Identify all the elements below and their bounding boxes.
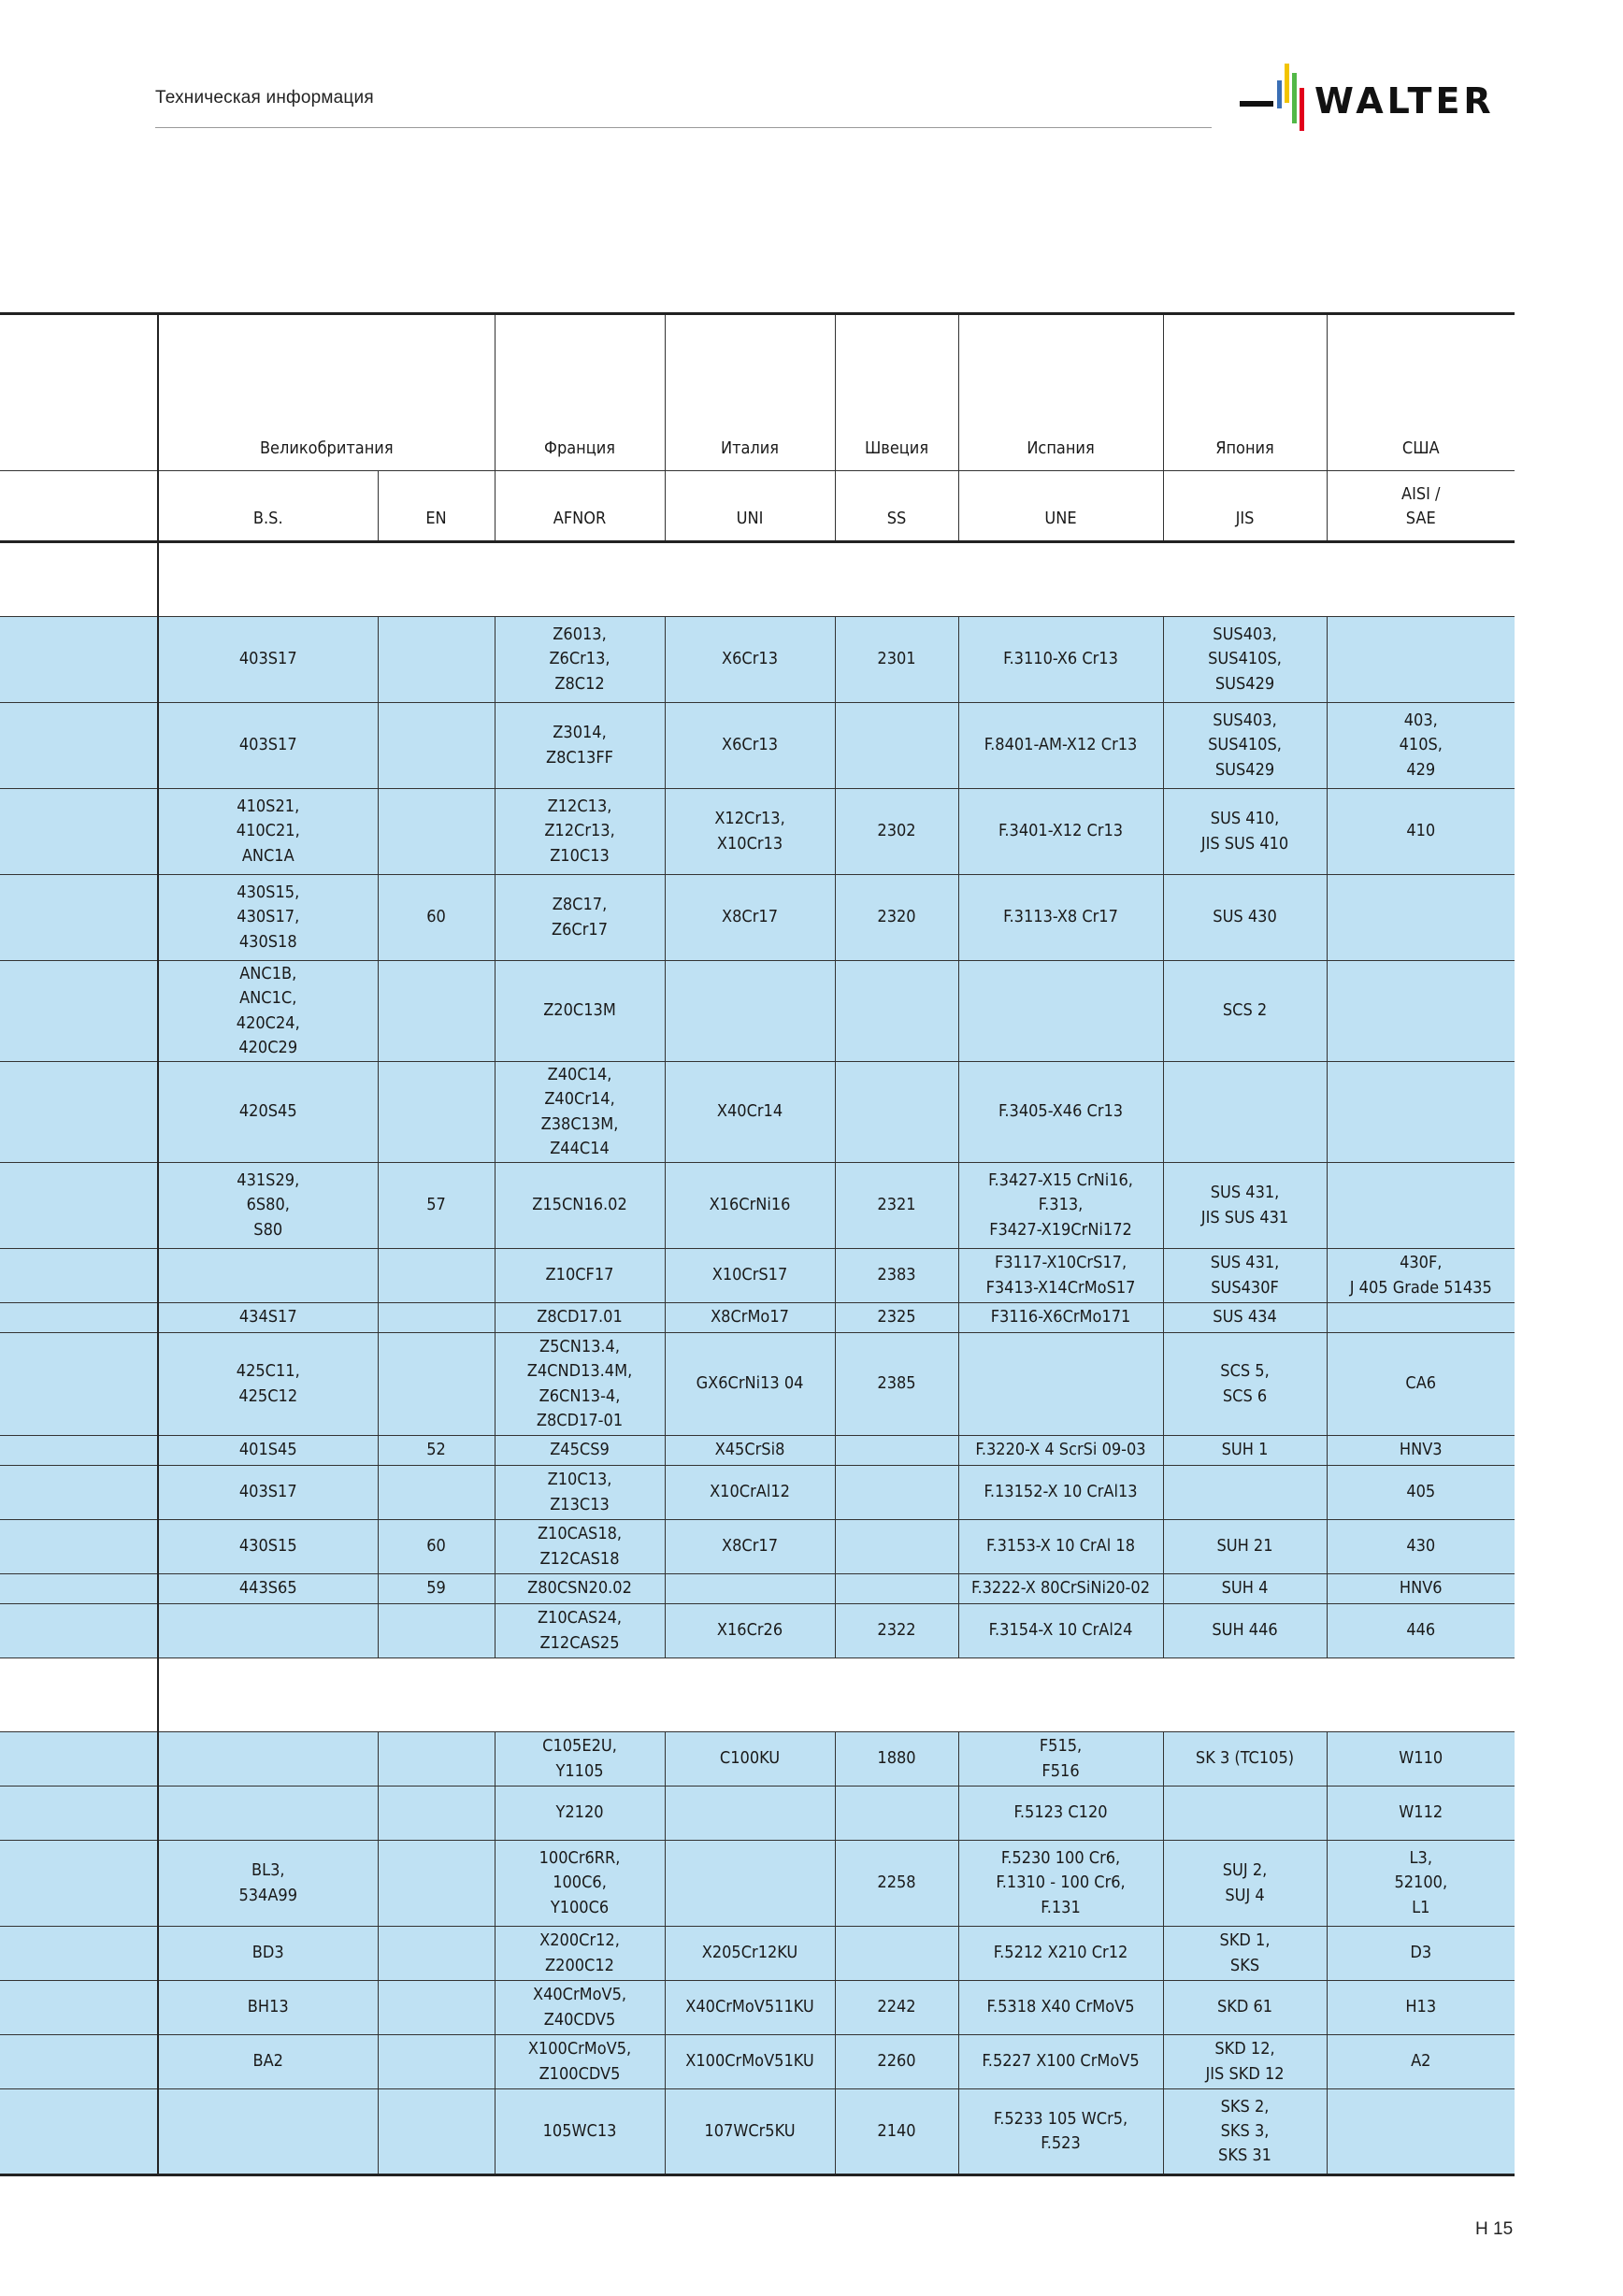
cell-jis: SUH 4 bbox=[1163, 1574, 1327, 1604]
country-header-france: Франция bbox=[495, 314, 665, 471]
cell-afnor: Z15CN16.02 bbox=[495, 1163, 665, 1249]
cell-une: F3116-X6CrMo171 bbox=[958, 1303, 1163, 1333]
cell-ss bbox=[835, 1787, 958, 1841]
cell-bs bbox=[158, 1604, 378, 1658]
row-label-cell bbox=[0, 703, 158, 789]
cell-bs: 403S17 bbox=[158, 703, 378, 789]
cell-afnor: X40CrMoV5, Z40CDV5 bbox=[495, 1981, 665, 2035]
cell-uni: X40Cr14 bbox=[665, 1062, 835, 1163]
cell-une: F.3220-X 4 ScrSi 09-03 bbox=[958, 1436, 1163, 1466]
cell-uni: C100KU bbox=[665, 1732, 835, 1787]
cell-aisi: HNV3 bbox=[1327, 1436, 1515, 1466]
cell-bs: BL3, 534A99 bbox=[158, 1841, 378, 1927]
row-label-cell bbox=[0, 2089, 158, 2175]
country-header-sweden: Швеция bbox=[835, 314, 958, 471]
section-row-1 bbox=[0, 542, 1515, 617]
cell-bs: 443S65 bbox=[158, 1574, 378, 1604]
cell-ss bbox=[835, 961, 958, 1062]
section-spacer-cell bbox=[158, 1658, 1515, 1732]
cell-bs: 434S17 bbox=[158, 1303, 378, 1333]
cell-bs: 401S45 bbox=[158, 1436, 378, 1466]
cell-aisi: HNV6 bbox=[1327, 1574, 1515, 1604]
cell-jis: SUS 431, SUS430F bbox=[1163, 1249, 1327, 1303]
cell-aisi: W110 bbox=[1327, 1732, 1515, 1787]
cell-afnor: Y2120 bbox=[495, 1787, 665, 1841]
cell-ss: 2258 bbox=[835, 1841, 958, 1927]
cell-aisi bbox=[1327, 1303, 1515, 1333]
cell-uni: X10CrS17 bbox=[665, 1249, 835, 1303]
cell-en bbox=[378, 1732, 495, 1787]
cell-jis: SCS 5, SCS 6 bbox=[1163, 1333, 1327, 1436]
standard-header-en: EN bbox=[378, 471, 495, 542]
cell-uni: X8Cr17 bbox=[665, 875, 835, 961]
cell-jis: SUH 446 bbox=[1163, 1604, 1327, 1658]
table-row bbox=[0, 1333, 1515, 1436]
row-label-cell bbox=[0, 1436, 158, 1466]
table-row bbox=[0, 961, 1515, 1062]
cell-uni bbox=[665, 961, 835, 1062]
cell-aisi: 410 bbox=[1327, 789, 1515, 875]
cell-aisi bbox=[1327, 617, 1515, 703]
cell-uni: X45CrSi8 bbox=[665, 1436, 835, 1466]
header-divider bbox=[155, 127, 1212, 128]
cell-bs bbox=[158, 1732, 378, 1787]
cell-ss: 2242 bbox=[835, 1981, 958, 2035]
cell-afnor: Z20C13M bbox=[495, 961, 665, 1062]
cell-une: F.13152-X 10 CrAl13 bbox=[958, 1466, 1163, 1520]
cell-afnor: Z80CSN20.02 bbox=[495, 1574, 665, 1604]
cell-en bbox=[378, 1981, 495, 2035]
cell-aisi bbox=[1327, 1062, 1515, 1163]
cell-jis: SUS 430 bbox=[1163, 875, 1327, 961]
row-label-cell bbox=[0, 2035, 158, 2089]
cell-bs bbox=[158, 1787, 378, 1841]
cell-en bbox=[378, 1787, 495, 1841]
cell-ss: 2140 bbox=[835, 2089, 958, 2175]
standard-header-afnor: AFNOR bbox=[495, 471, 665, 542]
cell-aisi: 446 bbox=[1327, 1604, 1515, 1658]
cell-ss: 2383 bbox=[835, 1249, 958, 1303]
row-label-cell bbox=[0, 789, 158, 875]
cell-ss: 2302 bbox=[835, 789, 958, 875]
cell-une: F515, F516 bbox=[958, 1732, 1163, 1787]
cell-jis: SUS 434 bbox=[1163, 1303, 1327, 1333]
cell-bs: BD3 bbox=[158, 1927, 378, 1981]
cell-en bbox=[378, 2035, 495, 2089]
cell-en bbox=[378, 1062, 495, 1163]
cell-bs: 430S15, 430S17, 430S18 bbox=[158, 875, 378, 961]
cell-ss: 2321 bbox=[835, 1163, 958, 1249]
cell-en: 57 bbox=[378, 1163, 495, 1249]
cell-aisi: CA6 bbox=[1327, 1333, 1515, 1436]
cell-jis: SUS 410, JIS SUS 410 bbox=[1163, 789, 1327, 875]
cell-en: 60 bbox=[378, 1520, 495, 1574]
country-header-row bbox=[0, 314, 1515, 471]
walter-logo-text: WALTER bbox=[1314, 80, 1495, 122]
cell-afnor: Z10CAS24, Z12CAS25 bbox=[495, 1604, 665, 1658]
row-label-cell bbox=[0, 1787, 158, 1841]
cell-une: F.5230 100 Cr6, F.1310 - 100 Cr6, F.131 bbox=[958, 1841, 1163, 1927]
cell-en bbox=[378, 961, 495, 1062]
cell-en bbox=[378, 617, 495, 703]
page-number: H 15 bbox=[1475, 2219, 1514, 2239]
cell-en bbox=[378, 1333, 495, 1436]
cell-aisi: 430F, J 405 Grade 51435 bbox=[1327, 1249, 1515, 1303]
table-row bbox=[0, 1520, 1515, 1574]
cell-aisi bbox=[1327, 1163, 1515, 1249]
cell-bs: ANC1B, ANC1C, 420C24, 420C29 bbox=[158, 961, 378, 1062]
cell-uni: X16CrNi16 bbox=[665, 1163, 835, 1249]
row-label-cell bbox=[0, 875, 158, 961]
country-header-japan: Япония bbox=[1163, 314, 1327, 471]
cell-ss: 2260 bbox=[835, 2035, 958, 2089]
blank-header-cell bbox=[0, 314, 158, 471]
table-row bbox=[0, 1466, 1515, 1520]
cell-jis: SKD 12, JIS SKD 12 bbox=[1163, 2035, 1327, 2089]
country-header-usa: США bbox=[1327, 314, 1515, 471]
cell-afnor: Z5CN13.4, Z4CND13.4M, Z6CN13-4, Z8CD17-01 bbox=[495, 1333, 665, 1436]
steel-equivalents-table bbox=[0, 312, 1515, 2176]
cell-uni: X205Cr12KU bbox=[665, 1927, 835, 1981]
cell-afnor: Z10C13, Z13C13 bbox=[495, 1466, 665, 1520]
cell-jis bbox=[1163, 1062, 1327, 1163]
cell-une: F.5123 C120 bbox=[958, 1787, 1163, 1841]
cell-une: F.3113-X8 Cr17 bbox=[958, 875, 1163, 961]
cell-en bbox=[378, 789, 495, 875]
cell-jis bbox=[1163, 1787, 1327, 1841]
cell-jis: SUJ 2, SUJ 4 bbox=[1163, 1841, 1327, 1927]
table-row bbox=[0, 1436, 1515, 1466]
cell-une: F.5212 X210 Cr12 bbox=[958, 1927, 1163, 1981]
row-label-cell bbox=[0, 1249, 158, 1303]
cell-jis: SUS403, SUS410S, SUS429 bbox=[1163, 617, 1327, 703]
cell-aisi: 430 bbox=[1327, 1520, 1515, 1574]
cell-ss bbox=[835, 1436, 958, 1466]
cell-jis: SUS 431, JIS SUS 431 bbox=[1163, 1163, 1327, 1249]
table-row bbox=[0, 703, 1515, 789]
row-label-cell bbox=[0, 961, 158, 1062]
cell-afnor: Z6013, Z6Cr13, Z8C12 bbox=[495, 617, 665, 703]
cell-aisi: 405 bbox=[1327, 1466, 1515, 1520]
row-label-cell bbox=[0, 1732, 158, 1787]
cell-jis: SUS403, SUS410S, SUS429 bbox=[1163, 703, 1327, 789]
cell-afnor: Z10CF17 bbox=[495, 1249, 665, 1303]
row-label-cell bbox=[0, 1841, 158, 1927]
standard-header-jis: JIS bbox=[1163, 471, 1327, 542]
row-label-cell bbox=[0, 1574, 158, 1604]
country-header-spain: Испания bbox=[958, 314, 1163, 471]
cell-en bbox=[378, 1249, 495, 1303]
cell-jis: SKD 61 bbox=[1163, 1981, 1327, 2035]
cell-afnor: Z12C13, Z12Cr13, Z10C13 bbox=[495, 789, 665, 875]
cell-ss bbox=[835, 1520, 958, 1574]
row-label-cell bbox=[0, 1062, 158, 1163]
cell-en bbox=[378, 2089, 495, 2175]
section-label-cell bbox=[0, 542, 158, 617]
row-label-cell bbox=[0, 1466, 158, 1520]
cell-aisi bbox=[1327, 875, 1515, 961]
cell-en bbox=[378, 1466, 495, 1520]
table-row bbox=[0, 1249, 1515, 1303]
cell-jis: SKS 2, SKS 3, SKS 31 bbox=[1163, 2089, 1327, 2175]
standard-header-row bbox=[0, 471, 1515, 542]
cell-uni: X6Cr13 bbox=[665, 703, 835, 789]
walter-logo bbox=[1240, 60, 1515, 133]
country-header-uk: Великобритания bbox=[158, 314, 495, 471]
cell-uni bbox=[665, 1787, 835, 1841]
cell-ss: 2301 bbox=[835, 617, 958, 703]
cell-en bbox=[378, 1303, 495, 1333]
table-row bbox=[0, 1787, 1515, 1841]
cell-uni: X10CrAl12 bbox=[665, 1466, 835, 1520]
row-label-cell bbox=[0, 1604, 158, 1658]
blank-header-cell bbox=[0, 471, 158, 542]
cell-une: F.8401-AM-X12 Cr13 bbox=[958, 703, 1163, 789]
cell-afnor: Z8CD17.01 bbox=[495, 1303, 665, 1333]
cell-en bbox=[378, 703, 495, 789]
section-label-cell bbox=[0, 1658, 158, 1732]
cell-bs: 430S15 bbox=[158, 1520, 378, 1574]
cell-bs bbox=[158, 2089, 378, 2175]
cell-en bbox=[378, 1927, 495, 1981]
cell-afnor: X100CrMoV5, Z100CDV5 bbox=[495, 2035, 665, 2089]
cell-bs: 410S21, 410C21, ANC1A bbox=[158, 789, 378, 875]
cell-afnor: Z45CS9 bbox=[495, 1436, 665, 1466]
cell-aisi bbox=[1327, 961, 1515, 1062]
cell-uni: X8Cr17 bbox=[665, 1520, 835, 1574]
cell-en: 60 bbox=[378, 875, 495, 961]
standard-header-ss: SS bbox=[835, 471, 958, 542]
cell-aisi: 403, 410S, 429 bbox=[1327, 703, 1515, 789]
cell-aisi: D3 bbox=[1327, 1927, 1515, 1981]
cell-uni: X100CrMoV51KU bbox=[665, 2035, 835, 2089]
cell-bs: BA2 bbox=[158, 2035, 378, 2089]
cell-aisi: L3, 52100, L1 bbox=[1327, 1841, 1515, 1927]
cell-ss bbox=[835, 1927, 958, 1981]
cell-une: F.3110-X6 Cr13 bbox=[958, 617, 1163, 703]
cell-une: F.3405-X46 Cr13 bbox=[958, 1062, 1163, 1163]
row-label-cell bbox=[0, 1520, 158, 1574]
cell-une: F.3427-X15 CrNi16, F.313, F3427-X19CrNi172 bbox=[958, 1163, 1163, 1249]
cell-uni bbox=[665, 1841, 835, 1927]
table-row bbox=[0, 2035, 1515, 2089]
cell-afnor: Z8C17, Z6Cr17 bbox=[495, 875, 665, 961]
cell-bs: 431S29, 6S80, S80 bbox=[158, 1163, 378, 1249]
cell-ss bbox=[835, 1466, 958, 1520]
table-row bbox=[0, 1732, 1515, 1787]
cell-ss bbox=[835, 1062, 958, 1163]
table-row bbox=[0, 789, 1515, 875]
table-row bbox=[0, 875, 1515, 961]
table-row bbox=[0, 1163, 1515, 1249]
cell-uni: X8CrMo17 bbox=[665, 1303, 835, 1333]
cell-bs bbox=[158, 1249, 378, 1303]
cell-une bbox=[958, 1333, 1163, 1436]
row-label-cell bbox=[0, 1333, 158, 1436]
cell-en: 52 bbox=[378, 1436, 495, 1466]
cell-une: F.5318 X40 CrMoV5 bbox=[958, 1981, 1163, 2035]
table-row bbox=[0, 1981, 1515, 2035]
cell-une: F.5227 X100 CrMoV5 bbox=[958, 2035, 1163, 2089]
cell-une: F.3401-X12 Cr13 bbox=[958, 789, 1163, 875]
cell-une: F.3222-X 80CrSiNi20-02 bbox=[958, 1574, 1163, 1604]
table-row bbox=[0, 2089, 1515, 2175]
row-label-cell bbox=[0, 1163, 158, 1249]
cell-jis: SUH 21 bbox=[1163, 1520, 1327, 1574]
cell-afnor: 100Cr6RR, 100C6, Y100C6 bbox=[495, 1841, 665, 1927]
cell-bs: 403S17 bbox=[158, 1466, 378, 1520]
standard-header-aisi-sae: AISI / SAE bbox=[1327, 471, 1515, 542]
cell-uni: X12Cr13, X10Cr13 bbox=[665, 789, 835, 875]
cell-ss: 2385 bbox=[835, 1333, 958, 1436]
row-label-cell bbox=[0, 1927, 158, 1981]
cell-une: F3117-X10CrS17, F3413-X14CrMoS17 bbox=[958, 1249, 1163, 1303]
cell-jis: SUH 1 bbox=[1163, 1436, 1327, 1466]
row-label-cell bbox=[0, 1303, 158, 1333]
cell-ss: 2320 bbox=[835, 875, 958, 961]
cell-une: F.5233 105 WCr5, F.523 bbox=[958, 2089, 1163, 2175]
row-label-cell bbox=[0, 1981, 158, 2035]
table-row bbox=[0, 1841, 1515, 1927]
table-row bbox=[0, 617, 1515, 703]
cell-ss bbox=[835, 703, 958, 789]
cell-ss: 2325 bbox=[835, 1303, 958, 1333]
cell-jis: SKD 1, SKS bbox=[1163, 1927, 1327, 1981]
cell-bs: BH13 bbox=[158, 1981, 378, 2035]
cell-une: F.3153-X 10 CrAl 18 bbox=[958, 1520, 1163, 1574]
cell-afnor: Z3014, Z8C13FF bbox=[495, 703, 665, 789]
cell-en: 59 bbox=[378, 1574, 495, 1604]
section-spacer-cell bbox=[158, 542, 1515, 617]
standard-header-une: UNE bbox=[958, 471, 1163, 542]
standard-header-bs: B.S. bbox=[158, 471, 378, 542]
cell-jis: SK 3 (TC105) bbox=[1163, 1732, 1327, 1787]
cell-uni bbox=[665, 1574, 835, 1604]
cell-afnor: Z10CAS18, Z12CAS18 bbox=[495, 1520, 665, 1574]
cell-ss bbox=[835, 1574, 958, 1604]
section-title: Техническая информация bbox=[155, 88, 374, 108]
table-row bbox=[0, 1303, 1515, 1333]
cell-ss: 2322 bbox=[835, 1604, 958, 1658]
cell-uni: GX6CrNi13 04 bbox=[665, 1333, 835, 1436]
cell-en bbox=[378, 1604, 495, 1658]
cell-afnor: 105WC13 bbox=[495, 2089, 665, 2175]
cell-bs: 420S45 bbox=[158, 1062, 378, 1163]
cell-uni: X6Cr13 bbox=[665, 617, 835, 703]
cell-ss: 1880 bbox=[835, 1732, 958, 1787]
section-row-2 bbox=[0, 1658, 1515, 1732]
cell-une bbox=[958, 961, 1163, 1062]
cell-aisi: H13 bbox=[1327, 1981, 1515, 2035]
cell-jis bbox=[1163, 1466, 1327, 1520]
country-header-italy: Италия bbox=[665, 314, 835, 471]
cell-aisi: A2 bbox=[1327, 2035, 1515, 2089]
cell-une: F.3154-X 10 CrAl24 bbox=[958, 1604, 1163, 1658]
standard-header-uni: UNI bbox=[665, 471, 835, 542]
cell-uni: X40CrMoV511KU bbox=[665, 1981, 835, 2035]
cell-jis: SCS 2 bbox=[1163, 961, 1327, 1062]
cell-en bbox=[378, 1841, 495, 1927]
table-row bbox=[0, 1604, 1515, 1658]
table-row bbox=[0, 1927, 1515, 1981]
cell-uni: 107WCr5KU bbox=[665, 2089, 835, 2175]
cell-afnor: Z40C14, Z40Cr14, Z38C13M, Z44C14 bbox=[495, 1062, 665, 1163]
cell-afnor: X200Cr12, Z200C12 bbox=[495, 1927, 665, 1981]
cell-uni: X16Cr26 bbox=[665, 1604, 835, 1658]
cell-bs: 403S17 bbox=[158, 617, 378, 703]
table-row bbox=[0, 1574, 1515, 1604]
cell-aisi bbox=[1327, 2089, 1515, 2175]
cell-bs: 425C11, 425C12 bbox=[158, 1333, 378, 1436]
row-label-cell bbox=[0, 617, 158, 703]
cell-aisi: W112 bbox=[1327, 1787, 1515, 1841]
cell-afnor: C105E2U, Y1105 bbox=[495, 1732, 665, 1787]
table-row bbox=[0, 1062, 1515, 1163]
